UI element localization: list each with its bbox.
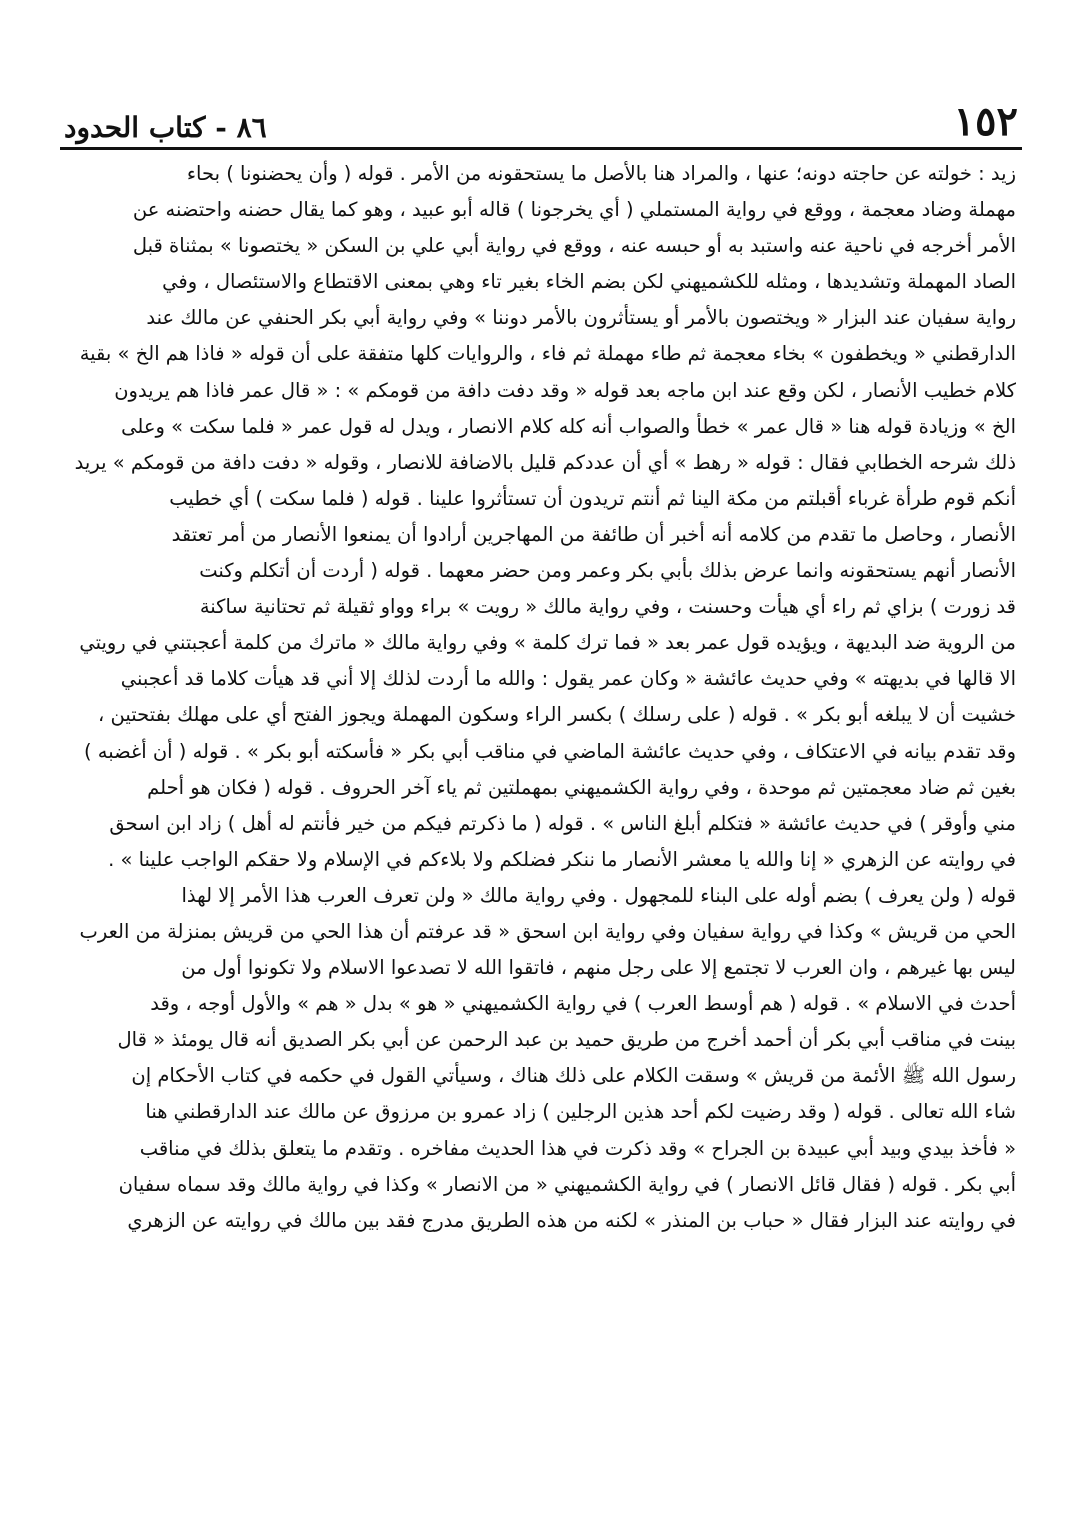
text-line <box>72 1275 1016 1311</box>
text-line: مني وأوقر ) في حديث عائشة « فتكلم أبلغ الناس » . قوله ( ما ذكرتم فيكم من خير فأنتم له أهل ) زاد ابن اسحق <box>109 811 1016 835</box>
text-line: « فأخذ بيدي وبيد أبي عبيدة بن الجراح » وقد ذكرت في هذا الحديث مفاخره . وتقدم ما يتعلق بذلك في مناقب <box>139 1136 1016 1160</box>
text-line: بغين ثم ضاد معجمتين ثم موحدة ، وفي رواية الكشميهني بمهملتين ثم ياء آخر الحروف . قوله ( فكان هو أحلم <box>147 775 1016 799</box>
text-line: قد زورت ) بزاي ثم راء أي هيأت وحسنت ، وفي رواية مالك « رويت » براء وواو ثقيلة ثم تحتانية ساكنة <box>199 595 1016 619</box>
text-line: بينت في مناقب أبي بكر أن أحمد أخرج من طريق حميد بن عبد الرحمن عن أبي بكر الصديق أنه قال يومئذ « قال <box>117 1028 1016 1052</box>
page-number: ١٥٢ <box>953 98 1018 145</box>
text-line: رواية سفيان عند البزار « ويختصون بالأمر أو يستأثرون بالأمر دوننا » وفي رواية أبي بكر الحنفي عن مالك عند <box>146 306 1016 330</box>
text-line: وقد تقدم بيانه في الاعتكاف ، وفي حديث عائشة الماضي في مناقب أبي بكر « فأسكته أبو بكر » . قوله ( أن أغضبه ) <box>83 739 1016 763</box>
text-line: ليس بها غيرهم ، وان العرب لا تجتمع إلا على رجل منهم ، فاتقوا الله لا تصدعوا الاسلام ولا تكونوا أول من <box>181 956 1016 980</box>
text-line: كلام خطيب الأنصار ، لكن وقع عند ابن ماجه بعد قوله « وقد دفت دافة من قومكم » : « قال عمر فاذا هم يريدون <box>114 378 1016 402</box>
text-line: الخ » وزيادة قوله هنا « قال عمر » خطأ والصواب أنه كله كلام الانصار ، ويدل له قول عمر « فلما سكت » وعلى <box>121 414 1016 438</box>
text-line: أحدث في الاسلام » . قوله ( هم أوسط العرب ) في رواية الكشميهني « هو » بدل « هم » والأول أوجه ، وقد <box>150 992 1016 1016</box>
text-line: الصاد المهملة وتشديدها ، ومثله للكشميهني لكن بضم الخاء بغير تاء وهي بمعنى الاقتطاع والاستئصال ، وفي <box>162 270 1016 294</box>
text-line: الا قالها في بديهته » وفي حديث عائشة « وكان عمر يقول : والله ما أردت لذلك إلا أني قد هيأت كلاما قد أعجبني <box>120 667 1016 691</box>
text-line: الأنصار أنهم يستحقونه وانما عرض بذلك بأبي بكر وعمر ومن حضر معهما . قوله ( أردت أن أتكلم وكنت <box>199 559 1016 583</box>
running-head: ٨٦ - كتاب الحدود <box>64 111 267 144</box>
text-line: أبي بكر . قوله ( فقال قائل الانصار ) في رواية الكشميهني « من الانصار » وكذا في رواية مالك وقد سماه سفيان <box>118 1172 1016 1196</box>
text-line: الدارقطني « ويخطفون » بخاء معجمة ثم طاء مهملة ثم فاء ، والروايات كلها متفقة على أن قوله « فاذا هم الخ » بقية <box>79 342 1016 366</box>
text-line: قوله ( ولن يعرف ) بضم أوله على البناء للمجهول . وفي رواية مالك « ولن تعرف العرب هذا الأمر إلا لهذا <box>181 883 1016 907</box>
text-line: الحي من قريش » وكذا في رواية سفيان وفي رواية ابن اسحق « قد عرفتم أن هذا الحي من قريش بمنزلة من العرب <box>79 919 1016 943</box>
text-line: من الروية ضد البديهة ، ويؤيده قول عمر بعد « فما ترك كلمة » وفي رواية مالك « ماترك من كلمة أعجبتني في رويتي <box>79 631 1016 655</box>
page-header <box>64 92 1018 145</box>
text-line <box>72 1419 1016 1455</box>
text-line: مهملة وضاد معجمة ، ووقع في رواية المستملي ( أي يخرجونا ) قاله أبو عبيد ، وهو كما يقال حضنه واحتضنه عن <box>132 198 1016 222</box>
text-line: في روايته عن الزهري « إنا والله يا معشر الأنصار ما ننكر فضلكم ولا بلاءكم في الإسلام ولا حقكم الواجب علينا » . <box>108 847 1016 871</box>
text-line <box>72 1347 1016 1383</box>
text-line: أنكم قوم طرأة غرباء أقبلتم من مكة الينا ثم أنتم تريدون أن تستأثروا علينا . قوله ( فلما سكت ) أي خطيب <box>169 486 1016 510</box>
text-line <box>72 1311 1016 1347</box>
header-rule <box>60 147 1022 150</box>
text-line <box>72 1239 1016 1275</box>
text-line <box>72 1383 1016 1419</box>
body-text <box>72 156 1016 1456</box>
text-line: شاء الله تعالى . قوله ( وقد رضيت لكم أحد هذين الرجلين ) زاد عمرو بن مرزوق عن مالك عند الدارقطني هنا <box>145 1100 1016 1124</box>
text-line: زيد : خولته عن حاجته دونه؛ عنها ، والمراد هنا بالأصل ما يستحقونه من الأمر . قوله ( وأن يحضنونا ) بحاء <box>186 162 1016 185</box>
text-line: خشيت أن لا يبلغه أبو بكر » . قوله ( على رسلك ) بكسر الراء وسكون المهملة ويجوز الفتح أي على مهلك بفتحتين ، <box>98 703 1016 727</box>
text-line: في روايته عند البزار فقال « حباب بن المنذر » لكنه من هذه الطريق مدرج فقد بين مالك في روايته عن الزهري <box>127 1208 1016 1232</box>
text-line: الأمر أخرجه في ناحية عنه واستبد به أو حبسه عنه ، ووقع في رواية أبي علي بن السكن « يختصونا » بمثناة قبل <box>132 234 1016 258</box>
text-line: ذلك شرحه الخطابي فقال : قوله « رهط » أي أن عددكم قليل بالاضافة للانصار ، وقوله « دفت دافة من قومكم » يريد <box>74 450 1016 474</box>
text-line: رسول الله ﷺ الأئمة من قريش » وسقت الكلام على ذلك هناك ، وسيأتي القول في حكمه في كتاب الأحكام إن <box>131 1064 1016 1088</box>
text-line: الأنصار ، وحاصل ما تقدم من كلامه أنه أخبر أن طائفة من المهاجرين أرادوا أن يمنعوا الأنصار من أمر تعتقد <box>171 522 1016 546</box>
